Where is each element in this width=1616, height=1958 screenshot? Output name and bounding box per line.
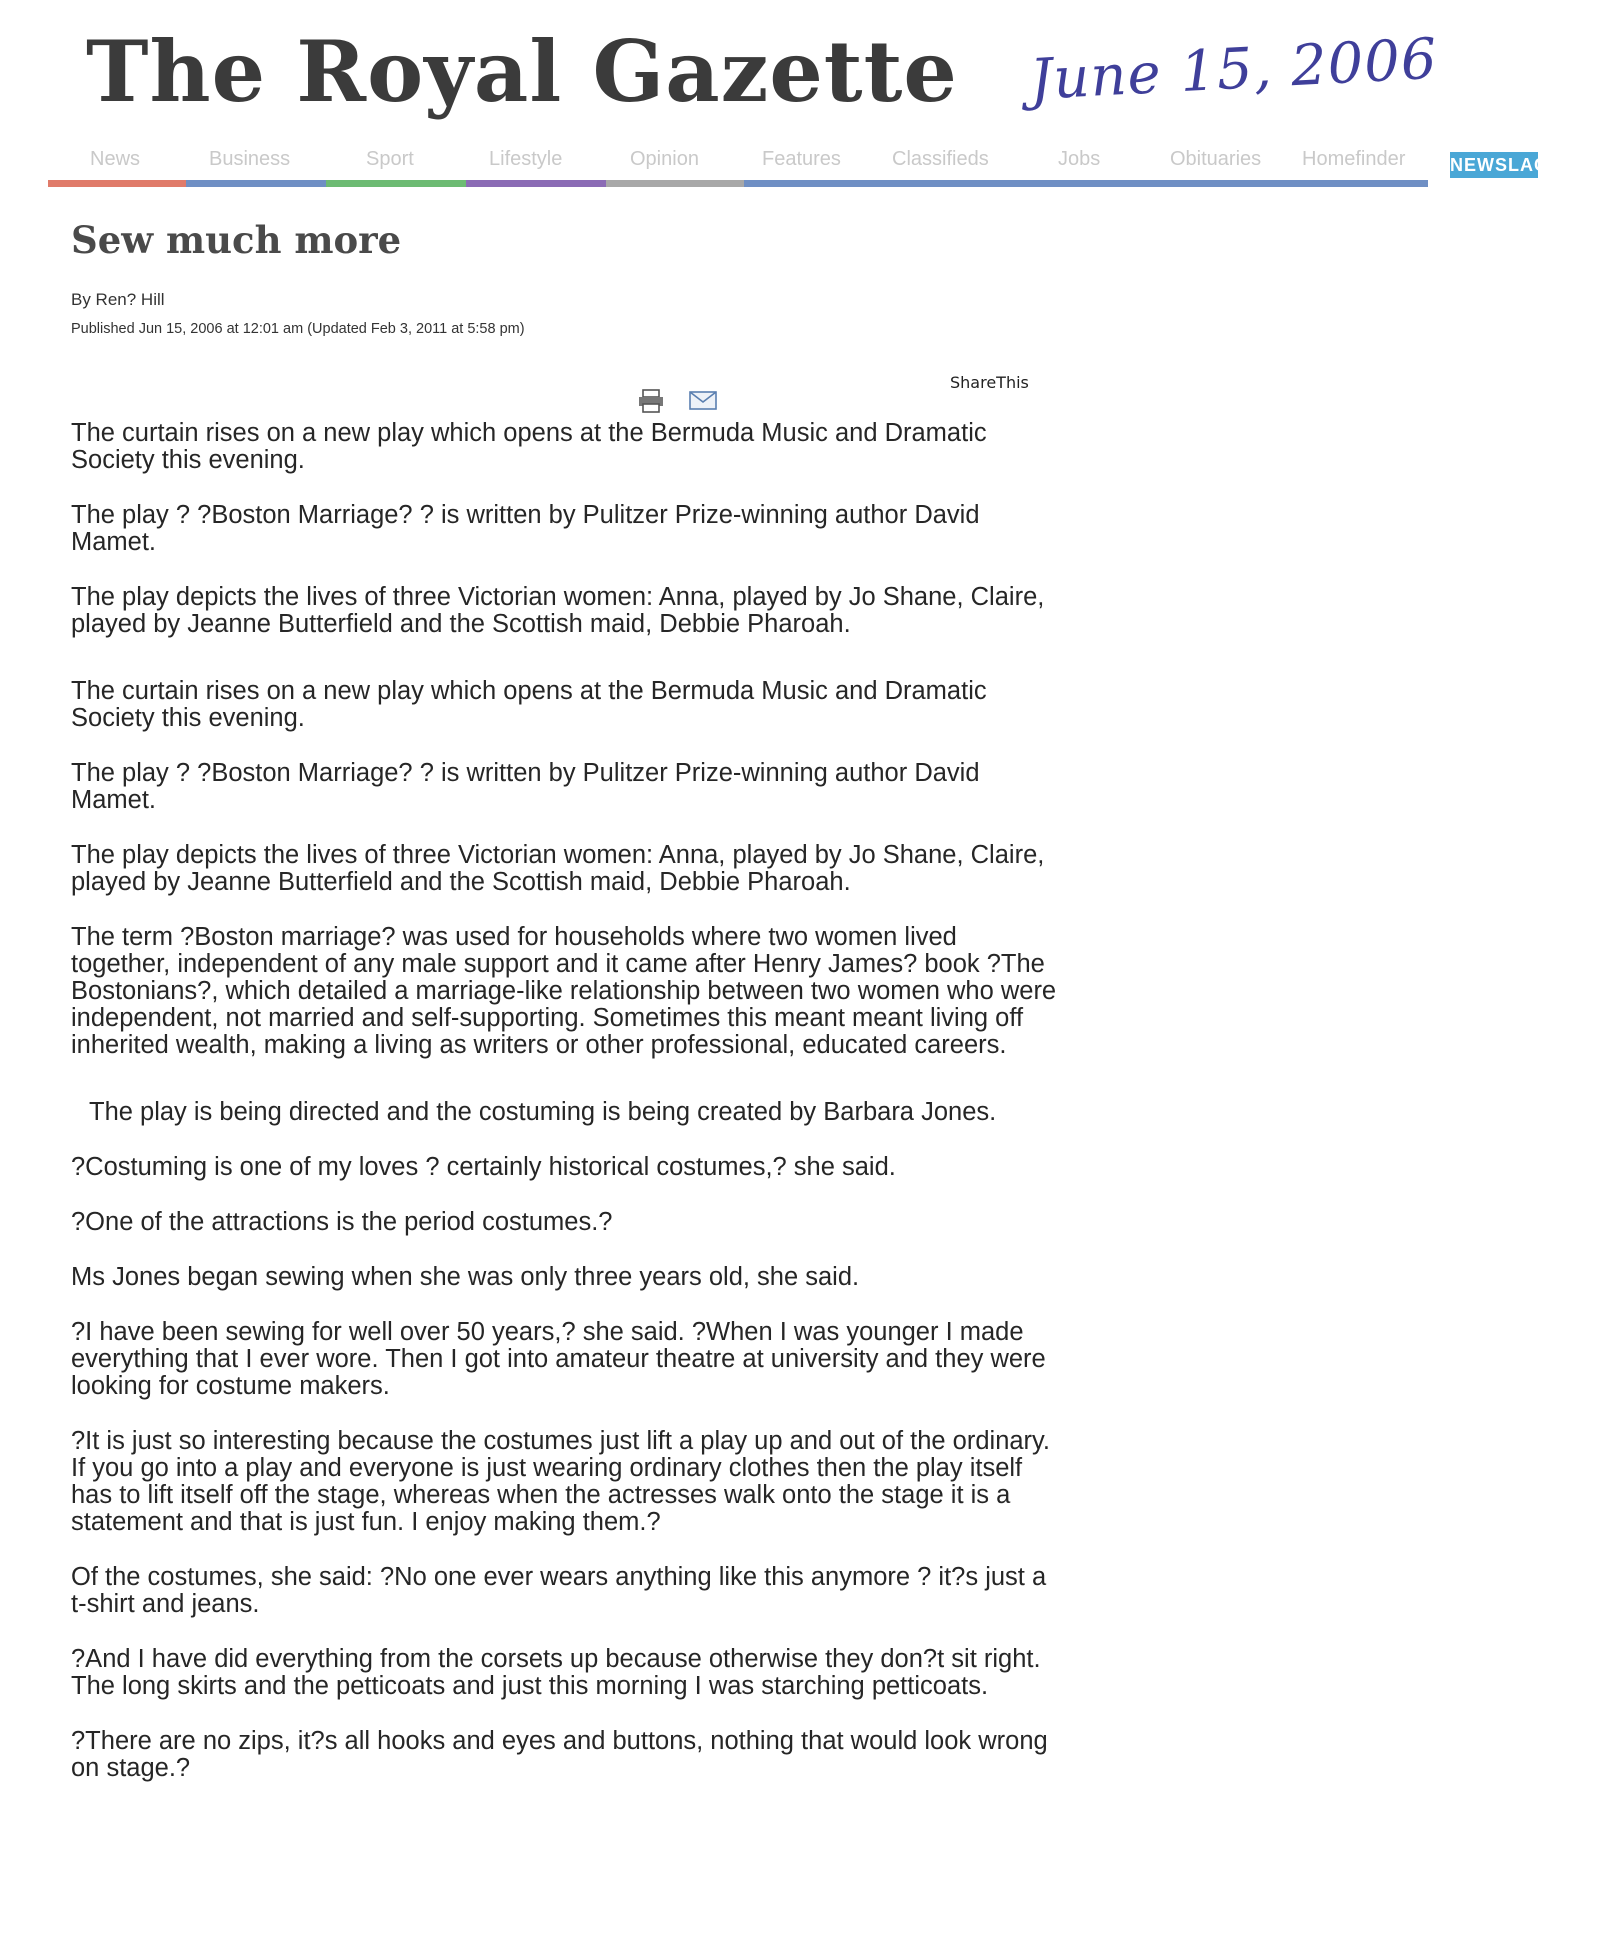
newslack-badge[interactable]: NEWSLACK (1450, 152, 1538, 178)
masthead[interactable]: The Royal Gazette (86, 22, 958, 121)
nav-item-news[interactable]: News (90, 148, 141, 170)
nav-rule-business (186, 180, 326, 187)
article-body (71, 420, 1061, 1810)
article-paragraph: The play ? ?Boston Marriage? ? is written by Pulitzer Prize-winning author David Mamet. (71, 501, 980, 556)
nav-rule-news (48, 180, 186, 187)
article-paragraph: ?It is just so interesting because the costumes just lift a play up and out of the ordinary. If you go into a play and everyone is just wearing ordinary clothes then the play itself has to lift itself off the stage, whereas when the actresses walk onto the stage it is a statement and that is just fun. I enjoy making them.? (71, 1427, 1050, 1536)
article-paragraph: ?I have been sewing for well over 50 years,? she said. ?When I was younger I made everything that I ever wore. Then I got into amateur theatre at university and they were looking for costume makers. (71, 1318, 1046, 1400)
nav-item-sport[interactable]: Sport (366, 148, 414, 170)
article-tools (638, 388, 718, 414)
byline: By Ren? Hill (71, 290, 165, 309)
article-title: Sew much more (71, 218, 402, 262)
article-paragraph: ?Costuming is one of my loves ? certainly historical costumes,? she said. (71, 1153, 896, 1181)
nav-item-obituaries[interactable]: Obituaries (1170, 148, 1262, 170)
article-paragraph: The term ?Boston marriage? was used for households where two women lived together, independent of any male support and it came after Henry James? book ?The Bostonians?, which detailed a marriage-like relationship between two women who were independent, not married and self-supporting. Sometimes this meant meant living off inherited wealth, making a living as writers or other professional, educated careers. (71, 923, 1057, 1059)
article-paragraph: The curtain rises on a new play which opens at the Bermuda Music and Dramatic Society this evening. (71, 677, 987, 732)
article-paragraph: The curtain rises on a new play which opens at the Bermuda Music and Dramatic Society this evening. (71, 419, 987, 474)
article-paragraph: The play depicts the lives of three Victorian women: Anna, played by Jo Shane, Claire, played by Jeanne Butterfield and the Scottish maid, Debbie Pharoah. (71, 583, 1045, 638)
print-icon[interactable] (639, 390, 663, 412)
nav-item-business[interactable]: Business (209, 148, 291, 170)
section-nav (48, 148, 1428, 192)
nav-rule-opinion (606, 180, 744, 187)
article-paragraph: Ms Jones began sewing when she was only three years old, she said. (71, 1263, 860, 1291)
handwritten-date: June 15, 2006 (1028, 26, 1440, 113)
article-paragraph: The play ? ?Boston Marriage? ? is written by Pulitzer Prize-winning author David Mamet. (71, 759, 980, 814)
nav-item-jobs[interactable]: Jobs (1058, 148, 1101, 170)
nav-item-features[interactable]: Features (762, 148, 841, 170)
article-paragraph: The play depicts the lives of three Victorian women: Anna, played by Jo Shane, Claire, played by Jeanne Butterfield and the Scottish maid, Debbie Pharoah. (71, 841, 1045, 896)
nav-rule-sport (326, 180, 466, 187)
nav-item-classifieds[interactable]: Classifieds (892, 148, 989, 170)
nav-rule-lifestyle (466, 180, 606, 187)
article-paragraph: The play is being directed and the costuming is being created by Barbara Jones. (89, 1098, 997, 1126)
nav-rule-rest (744, 180, 1428, 187)
article-paragraph: ?There are no zips, it?s all hooks and eyes and buttons, nothing that would look wrong on stage.? (71, 1727, 1048, 1782)
nav-item-homefinder[interactable]: Homefinder (1302, 148, 1406, 170)
published-date: Published Jun 15, 2006 at 12:01 am (Updated Feb 3, 2011 at 5:58 pm) (71, 321, 525, 337)
email-icon[interactable] (690, 392, 716, 409)
nav-item-opinion[interactable]: Opinion (630, 148, 699, 170)
nav-item-lifestyle[interactable]: Lifestyle (489, 148, 563, 170)
share-this-link[interactable]: ShareThis (950, 373, 1029, 392)
article-paragraph: ?One of the attractions is the period costumes.? (71, 1208, 613, 1236)
article-paragraph: ?And I have did everything from the corsets up because otherwise they don?t sit right. The long skirts and the petticoats and just this morning I was starching petticoats. (71, 1645, 1041, 1700)
article-paragraph: Of the costumes, she said: ?No one ever wears anything like this anymore ? it?s just a t-shirt and jeans. (71, 1563, 1047, 1618)
